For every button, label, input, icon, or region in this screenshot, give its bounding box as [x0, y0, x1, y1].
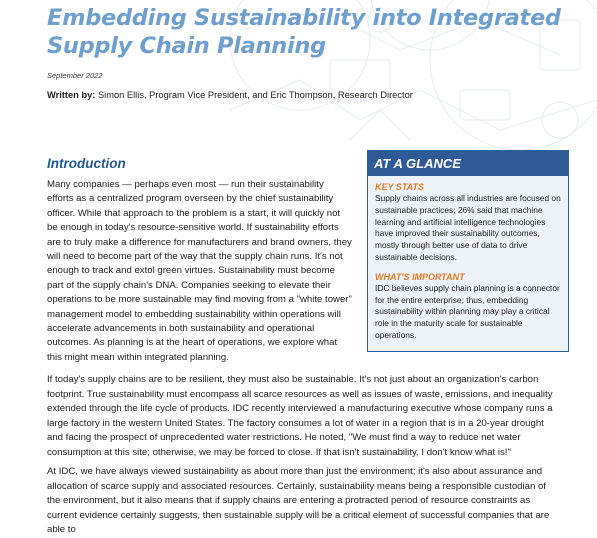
document-title: Embedding Sustainability into Integrated Supply Chain Planning: [47, 5, 561, 59]
at-a-glance-heading: AT A GLANCE: [368, 151, 568, 176]
publication-date: September 2022: [47, 71, 103, 80]
whats-important-text: IDC believes supply chain planning is a connector for the entire enterprise; thus, embedding sustainability within planning may play a critical role in the maturity scale for sustainable operations.: [375, 282, 560, 340]
whats-important-heading: WHAT'S IMPORTANT: [375, 271, 465, 282]
key-stats-text: Supply chains across all industries are focused on sustainable practices; 26% said that machine learning and artificial intelligence technologies have improved their sustainability outcomes, mostly through better use of data to drive sustainable decisions.: [375, 193, 561, 262]
byline: [47, 90, 413, 100]
byline-authors: Simon Ellis, Program Vice President, and Eric Thompson, Research Director: [97, 90, 413, 100]
introduction-paragraph: Many companies — perhaps even most — run their sustainability efforts as a centralized program overseen by the chief sustainability officer. While that approach to the problem is a start, it will quickly not be enough in today's resource-sensitive world. If sustainability efforts are to truly make a difference for manufacturers and brand owners, they will need to become part of the way that the supply chain runs. It's not enough to track and extol green virtues. Sustainability must become part of the supply chain's DNA. Companies seeking to elevate their operations to be more sustainable may find moving from a "white tower" management model to embedding sustainability within operations will accelerate advancements in both sustainability and operational outcomes. As planning is at the heart of operations, we explore what this might mean within integrated planning.: [47, 179, 352, 363]
key-stats-heading: KEY STATS: [375, 182, 425, 192]
introduction-heading: Introduction: [47, 156, 126, 171]
body-paragraph-resilience: If today's supply chains are to be resilient, they must also be sustainable. It's not just about an organization's carbon footprint. True sustainability must encompass all scarce resources as well as issues of waste, emissions, and inequality extended through the life cycle of products. IDC recently interviewed a manufacturing executive whose company runs a large factory in the western United States. The factory consumes a lot of water in a region that is in a 20-year drought and facing the prospect of unprecedented water restrictions. He noted, "We must find a way to reduce net water consumption at this site; otherwise, we may be forced to close. If that isn't sustainability, I don't know what is!": [47, 374, 553, 458]
at-a-glance-box: [367, 150, 569, 352]
body-paragraph-idc-view: At IDC, we have always viewed sustainability as about more than just the environment; it's also about assurance and allocation of scarce supply and associated resources. Certainly, sustainability means being a responsible custodian of the environment, but it also means that if supply chains are entering a protracted period of resource constraints as current evidence certainly suggests, then sustainable supply will be a critical element of successful companies that are able to: [47, 466, 550, 536]
byline-label: Written by:: [47, 90, 96, 100]
